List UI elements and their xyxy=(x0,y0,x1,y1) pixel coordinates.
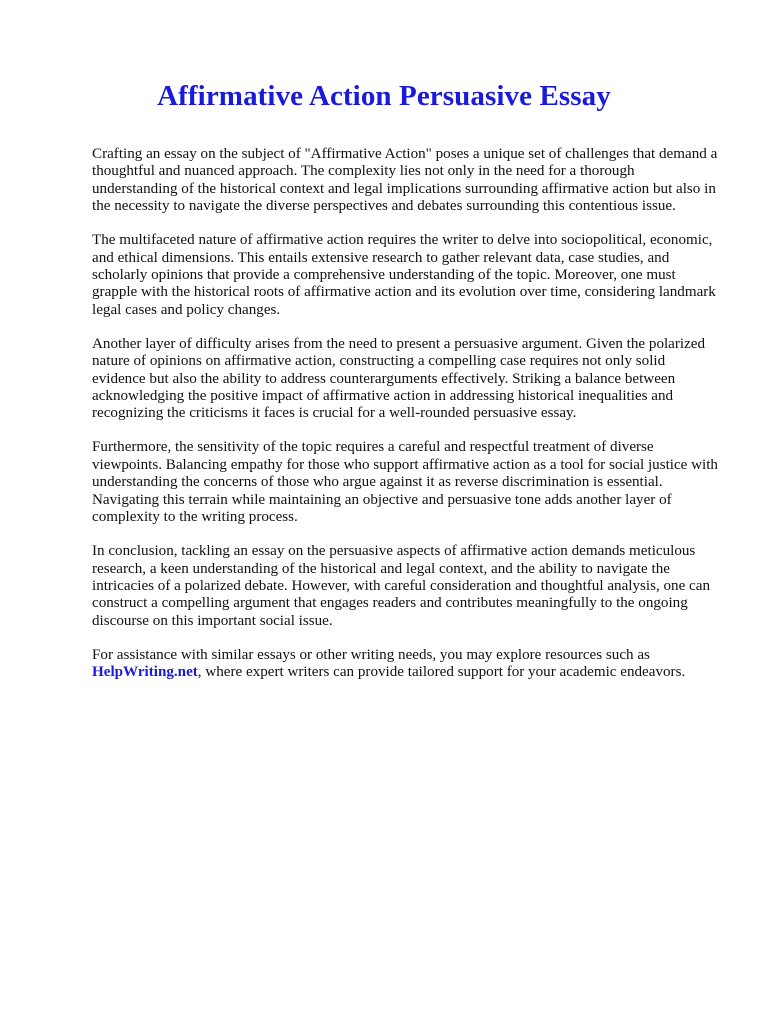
essay-body xyxy=(92,146,722,698)
page-title: Affirmative Action Persuasive Essay xyxy=(157,80,611,112)
closing-text-after: , where expert writers can provide tailored support for your academic endeavors. xyxy=(197,664,686,681)
closing-paragraph xyxy=(92,647,722,682)
paragraph-5: In conclusion, tackling an essay on the persuasive aspects of affirmative action demands meticulous research, a keen understanding of the historical and legal context, and the ability to navigate the intricacies of a polarized debate. However, with careful consideration and thoughtful analysis, one can construct a compelling argument that engages readers and contributes meaningfully to the ongoing discourse on this important social issue. xyxy=(92,543,711,629)
paragraph-2: The multifaceted nature of affirmative action requires the writer to delve into sociopolitical, economic, and ethical dimensions. This entails extensive research to gather relevant data, case studies, and scholarly opinions that provide a comprehensive understanding of the topic. Moreover, one must grapple with the historical roots of affirmative action and its evolution over time, considering landmark legal cases and policy changes. xyxy=(92,232,716,318)
closing-text-before: For assistance with similar essays or other writing needs, you may explore resources such as xyxy=(92,646,650,663)
paragraph-4: Furthermore, the sensitivity of the topic requires a careful and respectful treatment of diverse viewpoints. Balancing empathy for those who support affirmative action as a tool for social justice with understanding the concerns of those who argue against it as reverse discrimination is essential. Navigating this terrain while maintaining an objective and persuasive tone adds another layer of complexity to the writing process. xyxy=(92,439,718,526)
helpwriting-link[interactable]: HelpWriting.net xyxy=(92,664,198,681)
paragraph-3: Another layer of difficulty arises from the need to present a persuasive argument. Given the polarized nature of opinions on affirmative action, constructing a compelling case requires not only solid evidence but also the ability to address counterarguments effectively. Striking a balance between acknowledging the positive impact of affirmative action in addressing historical inequalities and recognizing the criticisms it faces is crucial for a well-rounded persuasive essay. xyxy=(92,335,706,422)
paragraph-1: Crafting an essay on the subject of "Affirmative Action" poses a unique set of challenges that demand a thoughtful and nuanced approach. The complexity lies not only in the need for a thorough understanding of the historical context and legal implications surrounding affirmative action but also in the necessity to navigate the diverse perspectives and debates surrounding this contentious issue. xyxy=(92,146,718,215)
